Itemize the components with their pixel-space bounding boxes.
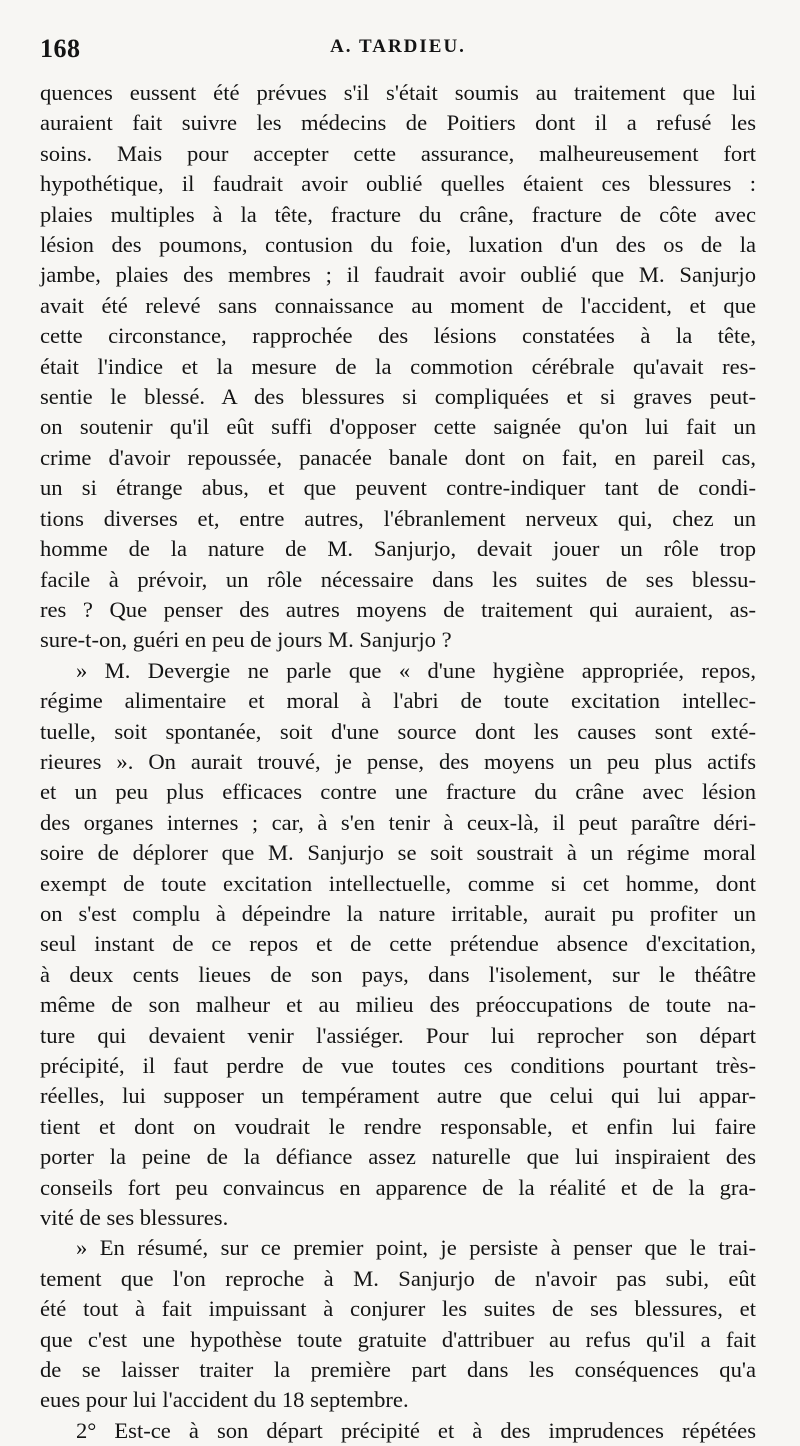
text-line: sentie le blessé. A des blessures si compliquées et si graves peut- [40, 384, 756, 410]
text-line: 2° Est-ce à son départ précipité et à des imprudences répétées [76, 1417, 756, 1443]
text-line: auraient fait suivre les médecins de Poitiers dont il a refusé les [40, 110, 756, 136]
text-line: un si étrange abus, et que peuvent contre-indiquer tant de condi- [40, 475, 756, 501]
text-line: seul instant de ce repos et de cette prétendue absence d'excitation, [40, 931, 756, 957]
text-line: soire de déplorer que M. Sanjurjo se soit soustrait à un régime moral [40, 840, 756, 866]
text-line: de se laisser traiter la première part dans les conséquences qu'a [40, 1357, 756, 1383]
text-line: on s'est complu à dépeindre la nature irritable, aurait pu profiter un [40, 900, 756, 926]
paragraph [40, 1233, 756, 1415]
paragraph [40, 656, 756, 1234]
text-line: on soutenir qu'il eût suffi d'opposer cette saignée qu'on lui fait un [40, 414, 756, 440]
text-line: lésion des poumons, contusion du foie, luxation d'un des os de la [40, 232, 756, 258]
text-line: que c'est une hypothèse toute gratuite d'attribuer au refus qu'il a fait [40, 1326, 756, 1352]
text-line: conseils fort peu convaincus en apparence de la réalité et de la gra- [40, 1174, 756, 1200]
text-line: hypothétique, il faudrait avoir oublié quelles étaient ces blessures : [40, 171, 756, 197]
text-line: été tout à fait impuissant à conjurer les suites de ses blessures, et [40, 1296, 756, 1322]
text-line: vité de ses blessures. [40, 1205, 229, 1231]
text-line: jambe, plaies des membres ; il faudrait avoir oublié que M. Sanjurjo [40, 262, 756, 288]
text-line: et un peu plus efficaces contre une fracture du crâne avec lésion [40, 779, 756, 805]
text-line: exempt de toute excitation intellectuelle, comme si cet homme, dont [40, 870, 756, 896]
text-line: tement que l'on reproche à M. Sanjurjo de n'avoir pas subi, eût [40, 1265, 756, 1291]
page-number: 168 [40, 34, 81, 63]
text-line: avait été relevé sans connaissance au moment de l'accident, et que [40, 292, 756, 318]
paragraph [40, 78, 756, 656]
text-line: même de son malheur et au milieu des préoccupations de toute na- [40, 992, 756, 1018]
text-line: tient et dont on voudrait le rendre responsable, et enfin lui faire [40, 1113, 756, 1139]
text-line: cette circonstance, rapprochée des lésions constatées à la tête, [40, 323, 756, 349]
text-line: sure-t-on, guéri en peu de jours M. Sanjurjo ? [40, 627, 452, 653]
text-line: » M. Devergie ne parle que « d'une hygiène appropriée, repos, [76, 657, 756, 683]
body-text [40, 78, 756, 1446]
text-line: » En résumé, sur ce premier point, je persiste à penser que le trai- [76, 1235, 756, 1261]
text-line: tions diverses et, entre autres, l'ébranlement nerveux qui, chez un [40, 505, 756, 531]
text-line: régime alimentaire et moral à l'abri de toute excitation intellec- [40, 688, 756, 714]
text-line: était l'indice et la mesure de la commotion cérébrale qu'avait res- [40, 353, 756, 379]
text-line: quences eussent été prévues s'il s'était soumis au traitement que lui [40, 80, 756, 105]
text-line: des organes internes ; car, à s'en tenir à ceux-là, il peut paraître déri- [40, 809, 756, 835]
text-line: rieures ». On aurait trouvé, je pense, des moyens un peu plus actifs [40, 748, 756, 774]
running-head: A. TARDIEU. [330, 36, 466, 57]
text-line: porter la peine de la défiance assez naturelle que lui inspiraient des [40, 1144, 756, 1170]
text-line: crime d'avoir repoussée, panacée banale dont on fait, en pareil cas, [40, 444, 756, 470]
text-line: précipité, il faut perdre de vue toutes ces conditions pourtant très- [40, 1053, 756, 1078]
page-header [40, 30, 756, 78]
text-line: à deux cents lieues de son pays, dans l'isolement, sur le théâtre [40, 961, 756, 987]
text-line: homme de la nature de M. Sanjurjo, devait jouer un rôle trop [40, 536, 756, 562]
text-line: réelles, lui supposer un tempérament autre que celui qui lui appar- [40, 1083, 756, 1109]
text-line: eues pour lui l'accident du 18 septembre. [40, 1387, 409, 1413]
text-line: soins. Mais pour accepter cette assurance, malheureusement fort [40, 140, 756, 166]
text-line: res ? Que penser des autres moyens de traitement qui auraient, as- [40, 596, 756, 622]
text-line: plaies multiples à la tête, fracture du crâne, fracture de côte avec [40, 201, 756, 227]
paragraph [40, 1416, 756, 1446]
text-line: ture qui devaient venir l'assiéger. Pour lui reprocher son départ [40, 1022, 756, 1048]
text-line: tuelle, soit spontanée, soit d'une source dont les causes sont exté- [40, 718, 756, 744]
text-line: facile à prévoir, un rôle nécessaire dans les suites de ses blessu- [40, 566, 756, 592]
